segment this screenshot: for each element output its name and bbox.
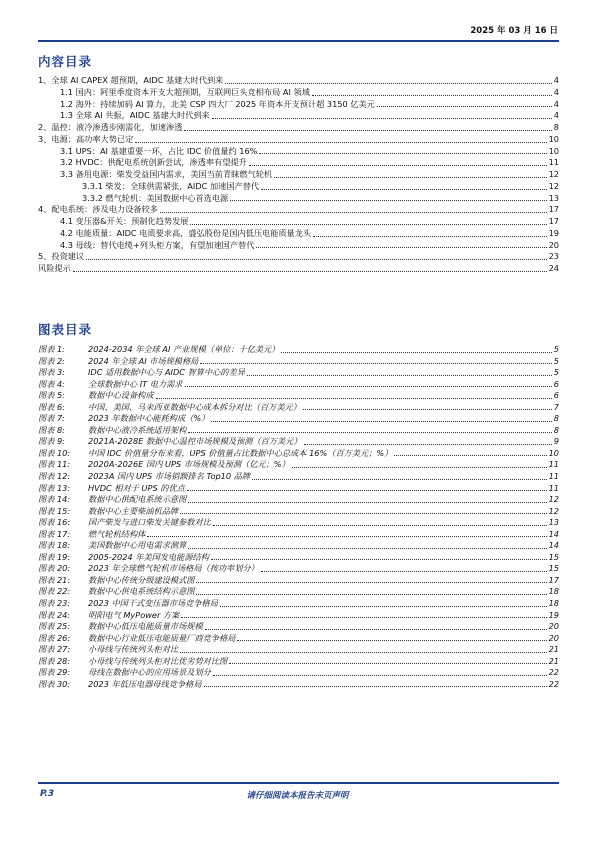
dot-leader <box>230 199 546 201</box>
toc-entry-title: 4、配电系统：涉及电力设备较多 <box>38 204 158 215</box>
figure-page: 12 <box>548 494 559 505</box>
toc-entry-page: 19 <box>548 227 559 238</box>
dot-leader <box>303 408 552 410</box>
toc-entry-page: 13 <box>548 192 559 203</box>
dot-leader <box>196 593 546 595</box>
figure-number: 图表 9: <box>38 436 65 447</box>
dot-leader <box>225 82 551 84</box>
figure-number: 图表 20: <box>38 563 71 574</box>
dot-leader <box>204 685 547 687</box>
toc-entry[interactable] <box>38 204 559 216</box>
figure-title: 数据中心供电系统结构示意图 <box>88 586 195 597</box>
toc-entry-page: 12 <box>548 180 559 191</box>
figure-number: 图表 1: <box>38 344 65 354</box>
figure-entry[interactable] <box>38 621 559 633</box>
dot-leader <box>73 270 547 272</box>
figure-entry[interactable] <box>38 367 559 379</box>
figure-title: 中国 IDC 价值量分布来看，UPS 价值量占比数据中心总成本 16%（百万美元；%） <box>88 447 393 458</box>
figure-number: 图表 25: <box>38 621 71 632</box>
figure-entry[interactable] <box>38 633 559 645</box>
figure-page: 17 <box>548 574 559 585</box>
figure-title: 数据中心传统分级建设模式图 <box>88 574 195 585</box>
figure-title: 数据中心设备构成 <box>88 390 154 401</box>
toc-entry[interactable] <box>38 169 559 181</box>
figure-number: 图表 3: <box>38 367 65 378</box>
dot-leader <box>160 211 547 213</box>
figure-entry[interactable] <box>38 448 559 460</box>
toc-entry-title: 4.3 母线：替代电缆+列头柜方案，有望加速国产替代 <box>60 239 255 250</box>
toc-entry-page: 23 <box>548 251 559 262</box>
figure-number: 图表 13: <box>38 482 71 493</box>
figure-page: 9 <box>553 436 559 447</box>
dot-leader <box>229 662 546 664</box>
figure-page: 21 <box>548 655 559 666</box>
figure-title: 2005-2024 年美国发电能源结构 <box>88 551 209 562</box>
toc-entry[interactable] <box>38 75 559 87</box>
figure-title: 明阳电气 MyPower 方案 <box>88 609 180 620</box>
figure-page: 11 <box>548 482 559 493</box>
dot-leader <box>237 639 546 641</box>
toc-entry[interactable] <box>38 193 559 205</box>
toc-entry[interactable] <box>38 251 559 263</box>
figure-entry[interactable] <box>38 644 559 656</box>
figure-page: 11 <box>548 471 559 482</box>
figure-title: 数据中心供配电系统示意图 <box>88 494 187 505</box>
figure-number: 图表 4: <box>38 378 65 389</box>
figure-title: HVDC 相对于 UPS 的优点 <box>88 482 185 493</box>
figure-page: 6 <box>553 378 559 389</box>
figure-number: 图表 19: <box>38 551 71 562</box>
toc-entry-title: 3.3 备用电源：柴发受益国内需求，美国当前青睐燃气轮机 <box>60 169 273 179</box>
figure-entry[interactable] <box>38 436 559 448</box>
figure-title: 2023 年全球燃气轮机市场格局（按功率划分） <box>88 563 259 574</box>
toc-entry-page: 10 <box>548 133 559 144</box>
figure-entry[interactable] <box>38 356 559 368</box>
toc-entry-page: 12 <box>548 169 559 179</box>
toc-entry[interactable] <box>38 134 559 146</box>
figure-page: 22 <box>548 667 559 678</box>
dot-leader <box>184 129 551 131</box>
toc-entry[interactable] <box>38 181 559 193</box>
dot-leader <box>281 351 551 353</box>
toc-entry-title: 2、温控：液冷渗透步刚需化，加速渗透 <box>38 122 183 132</box>
toc-entry[interactable] <box>38 122 559 134</box>
figure-number: 图表 21: <box>38 574 71 585</box>
toc-entry-page: 4 <box>553 110 559 121</box>
figure-entry[interactable] <box>38 552 559 564</box>
figure-entry[interactable] <box>38 425 559 437</box>
figure-entry[interactable] <box>38 586 559 598</box>
toc-entry-page: 4 <box>553 75 559 85</box>
figure-title: 数据中心主要柴油机品牌 <box>88 505 179 516</box>
figure-page: 5 <box>553 367 559 378</box>
page-number: P.3 <box>40 789 54 799</box>
figure-title: 燃气轮机结构体 <box>88 528 146 539</box>
figure-title: IDC 适用数据中心与 AIDC 智算中心的差异 <box>88 367 245 378</box>
figure-number: 图表 23: <box>38 598 71 609</box>
figure-entry[interactable] <box>38 459 559 471</box>
toc-entry-title: 5、投资建议 <box>38 251 85 262</box>
dot-leader <box>185 385 552 387</box>
figure-page: 7 <box>553 401 559 412</box>
figure-page: 18 <box>548 586 559 597</box>
dot-leader <box>261 188 547 190</box>
figure-title: 小母线与传统列头柜对比 <box>88 644 179 655</box>
dot-leader <box>200 362 551 364</box>
dot-leader <box>156 397 552 399</box>
figure-page: 14 <box>548 528 559 539</box>
figure-title: 中国、美国、马来西亚数据中心成本拆分对比（百万美元） <box>88 401 301 412</box>
dot-leader <box>188 547 546 549</box>
toc-entry[interactable] <box>38 263 559 275</box>
figure-page: 20 <box>548 621 559 632</box>
figure-page: 14 <box>548 540 559 551</box>
figure-entry[interactable] <box>38 656 559 668</box>
toc-entry-page: 4 <box>553 86 559 97</box>
dot-leader <box>256 246 546 248</box>
figures-list <box>38 344 559 690</box>
figure-title: 2020A-2026E 国内 UPS 市场规模及预测（亿元；%） <box>88 459 290 470</box>
figure-number: 图表 22: <box>38 586 71 597</box>
figure-entry[interactable] <box>38 483 559 495</box>
figure-page: 20 <box>548 632 559 643</box>
dot-leader <box>181 616 546 618</box>
figure-title: 2023A 国内 UPS 市场销额排名 Top10 品牌 <box>88 471 251 482</box>
dot-leader <box>377 105 552 107</box>
dot-leader <box>180 651 547 653</box>
figure-number: 图表 7: <box>38 413 65 424</box>
figure-page: 19 <box>548 609 559 620</box>
figure-number: 图表 17: <box>38 528 71 539</box>
figure-entry[interactable] <box>38 506 559 518</box>
figure-number: 图表 30: <box>38 678 71 689</box>
figure-page: 11 <box>548 459 559 470</box>
dot-leader <box>292 466 547 468</box>
toc-entry-title: 3.3.1 柴发：全球供需紧张，AIDC 加速国产替代 <box>82 180 260 191</box>
figure-number: 图表 6: <box>38 401 65 412</box>
figure-title: 数据中心液冷系统适用架构 <box>88 424 187 435</box>
figure-page: 10 <box>548 447 559 458</box>
dot-leader <box>187 489 547 491</box>
toc-entry[interactable] <box>38 146 559 158</box>
toc-entry[interactable] <box>38 228 559 240</box>
toc-entry[interactable] <box>38 216 559 228</box>
toc-entry-page: 11 <box>548 157 559 168</box>
toc-entry-title: 4.2 电能质量：AIDC 电质要求高，盛弘股份是国内低压电能质量龙头 <box>60 227 312 238</box>
figures-title: 图表目录 <box>38 322 93 337</box>
dot-leader <box>394 454 546 456</box>
figure-page: 22 <box>548 678 559 689</box>
toc-entry-page: 17 <box>548 204 559 215</box>
dot-leader <box>247 374 552 376</box>
figure-number: 图表 26: <box>38 632 71 643</box>
figure-number: 图表 8: <box>38 424 65 435</box>
figure-page: 5 <box>553 355 559 366</box>
figure-number: 图表 27: <box>38 644 71 655</box>
dot-leader <box>220 605 547 607</box>
figure-title: 数据中心低压电能质量市场规模 <box>88 621 203 632</box>
figure-title: 小母线与传统列头柜对比优劣势对比图 <box>88 655 228 666</box>
dot-leader <box>188 501 546 503</box>
toc-entry-page: 8 <box>553 122 559 132</box>
toc-entry-page: 20 <box>548 239 559 250</box>
figure-title: 2023 年数据中心能耗构成（%） <box>88 413 210 424</box>
figure-number: 图表 14: <box>38 494 71 505</box>
dot-leader <box>213 524 547 526</box>
footer-disclaimer: 请仔细阅读本报告末页声明 <box>246 791 349 801</box>
report-date: 2025 年 03 月 16 日 <box>470 26 558 36</box>
figure-page: 12 <box>548 505 559 516</box>
toc-entry-title: 风险提示 <box>38 263 71 273</box>
toc-entry-title: 3.3.2 燃气轮机：美国数据中心首选电源 <box>82 192 229 203</box>
dot-leader <box>135 141 546 143</box>
toc-entry[interactable] <box>38 87 559 99</box>
figure-number: 图表 11: <box>38 459 71 470</box>
dot-leader <box>196 581 546 583</box>
toc-entry-title: 1.2 海外：持续加码 AI 算力，北美 CSP 四大厂 2025 年资本开支预计超 3150 亿美元 <box>60 98 375 109</box>
figure-entry[interactable] <box>38 610 559 622</box>
figure-number: 图表 2: <box>38 355 65 366</box>
footer-divider <box>38 782 559 784</box>
figure-page: 5 <box>553 344 559 354</box>
figure-number: 图表 18: <box>38 540 71 551</box>
figure-page: 15 <box>548 551 559 562</box>
toc-entry-title: 3、电源：高功率大势已定 <box>38 133 134 144</box>
figure-title: 数据中心行业低压电能质量厂商竞争格局 <box>88 632 236 643</box>
figure-number: 图表 15: <box>38 505 71 516</box>
figure-title: 2023 年低压电器母线竞争格局 <box>88 678 202 689</box>
figure-entry[interactable] <box>38 517 559 529</box>
figure-entry[interactable] <box>38 667 559 679</box>
figure-title: 母线在数据中心的应用场景及划分 <box>88 667 211 678</box>
figure-entry[interactable] <box>38 344 559 356</box>
toc-entry-page: 10 <box>548 145 559 156</box>
toc-entry[interactable] <box>38 240 559 252</box>
figure-title: 美国数据中心用电需求测算 <box>88 540 187 551</box>
toc-entry-page: 4 <box>553 98 559 109</box>
dot-leader <box>261 570 547 572</box>
dot-leader <box>304 443 552 445</box>
dot-leader <box>212 117 552 119</box>
dot-leader <box>249 164 547 166</box>
figure-page: 18 <box>548 598 559 609</box>
dot-leader <box>259 152 546 154</box>
toc-entry-title: 1.1 国内：阿里季度资本开支大超预期，互联网巨头竞相布局 AI 领域 <box>60 86 310 97</box>
toc-entry[interactable] <box>38 110 559 122</box>
dot-leader <box>274 176 546 178</box>
figure-entry[interactable] <box>38 540 559 552</box>
figure-number: 图表 10: <box>38 447 71 458</box>
figure-title: 2023 中国干式变压器市场竞争格局 <box>88 598 218 609</box>
figure-page: 15 <box>548 563 559 574</box>
dot-leader <box>86 258 546 260</box>
figure-title: 2024 年全球 AI 市场规模格局 <box>88 355 199 366</box>
toc-entry[interactable] <box>38 157 559 169</box>
figure-entry[interactable] <box>38 413 559 425</box>
header-divider <box>38 40 559 42</box>
dot-leader <box>205 628 547 630</box>
figure-entry[interactable] <box>38 494 559 506</box>
dot-leader <box>188 431 552 433</box>
toc-entry-title: 3.2 HVDC：供配电系统创新尝试，渗透率有望提升 <box>60 157 247 168</box>
figure-entry[interactable] <box>38 575 559 587</box>
figure-page: 8 <box>553 424 559 435</box>
dot-leader <box>147 535 546 537</box>
figure-number: 图表 29: <box>38 667 71 678</box>
figure-number: 图表 12: <box>38 471 71 482</box>
figure-entry[interactable] <box>38 598 559 610</box>
figure-number: 图表 24: <box>38 609 71 620</box>
toc-list <box>38 75 559 275</box>
dot-leader <box>211 558 547 560</box>
figure-page: 6 <box>553 390 559 401</box>
figure-page: 8 <box>553 413 559 424</box>
figure-entry[interactable] <box>38 563 559 575</box>
toc-entry-page: 17 <box>548 216 559 226</box>
figure-page: 21 <box>548 644 559 655</box>
figure-title: 国产柴发与进口柴发关键参数对比 <box>88 517 211 528</box>
figure-entry[interactable] <box>38 402 559 414</box>
figure-page: 13 <box>548 517 559 528</box>
figure-entry[interactable] <box>38 471 559 483</box>
dot-leader <box>313 235 546 237</box>
dot-leader <box>252 478 547 480</box>
dot-leader <box>190 223 546 225</box>
figure-entry[interactable] <box>38 679 559 691</box>
figure-title: 2024-2034 年全球 AI 产业规模（单位：十亿美元） <box>88 344 280 354</box>
figure-title: 2021A-2028E 数据中心温控市场规模及预测（百万美元） <box>88 436 302 447</box>
figure-entry[interactable] <box>38 379 559 391</box>
dot-leader <box>211 420 551 422</box>
toc-title: 内容目录 <box>38 54 93 69</box>
figure-number: 图表 5: <box>38 390 65 401</box>
figure-entry[interactable] <box>38 390 559 402</box>
figure-number: 图表 28: <box>38 655 71 666</box>
toc-entry-title: 4.1 变压器&开关：预制化趋势发展 <box>60 216 189 226</box>
toc-entry-page: 24 <box>548 263 559 273</box>
figure-title: 全球数据中心 IT 电力需求 <box>88 378 183 389</box>
toc-entry-title: 3.1 UPS：AI 基建重要一环，占比 IDC 价值量约 16% <box>60 145 258 156</box>
dot-leader <box>213 674 547 676</box>
figure-entry[interactable] <box>38 529 559 541</box>
toc-entry-title: 1、全球 AI CAPEX 超预期，AIDC 基建大时代到来 <box>38 75 224 85</box>
dot-leader <box>180 512 547 514</box>
toc-entry-title: 1.3 全球 AI 共振，AIDC 基建大时代到来 <box>60 110 210 121</box>
figure-number: 图表 16: <box>38 517 71 528</box>
toc-entry[interactable] <box>38 99 559 111</box>
dot-leader <box>312 94 552 96</box>
